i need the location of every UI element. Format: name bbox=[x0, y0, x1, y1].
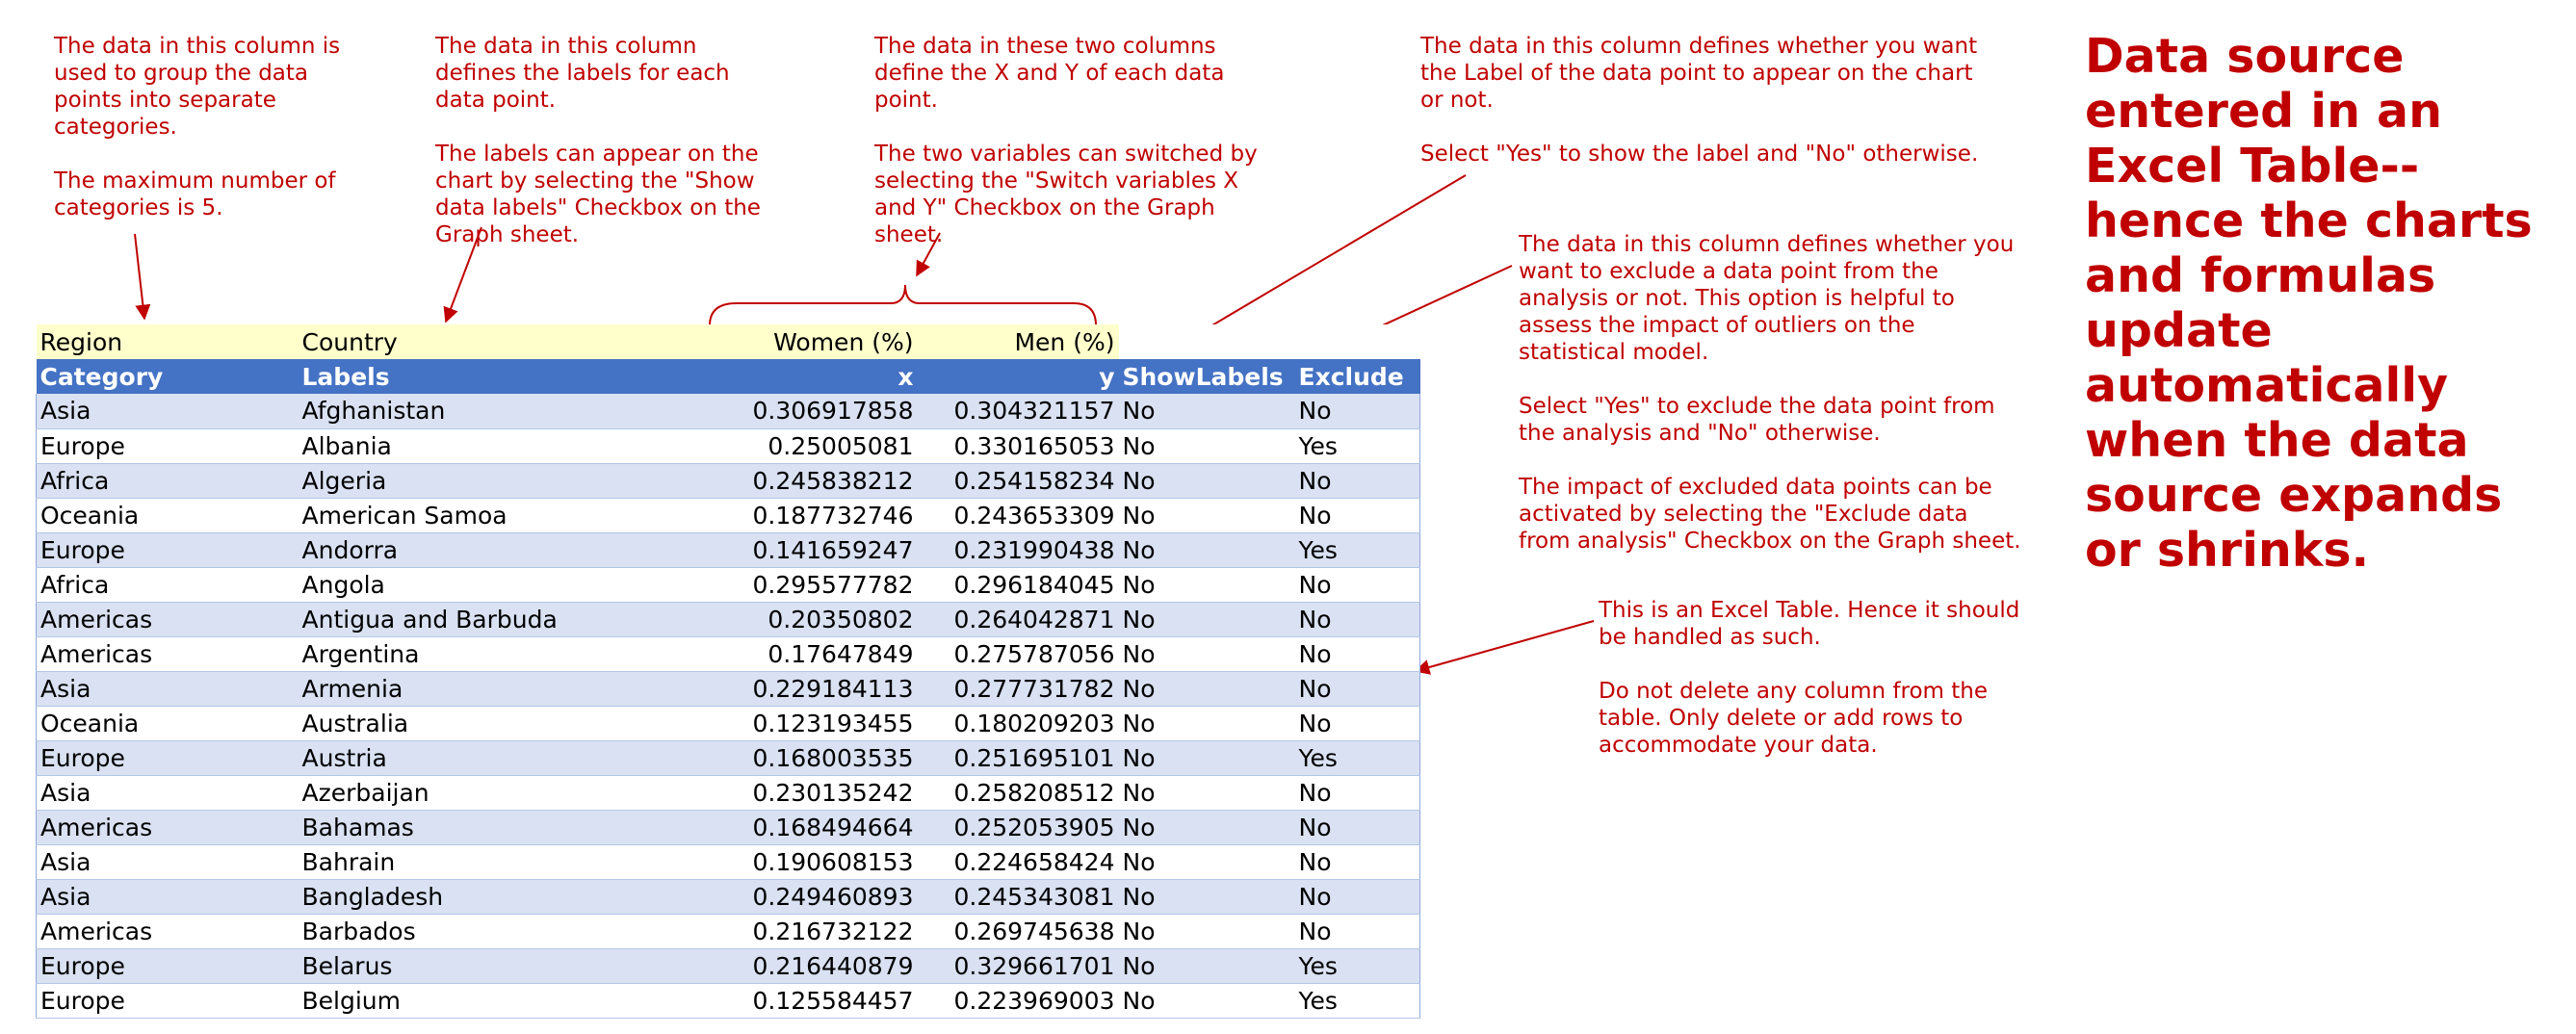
source-header-row bbox=[37, 324, 1420, 359]
cell-showlabels[interactable]: No bbox=[1119, 671, 1295, 706]
cell-x[interactable]: 0.168003535 bbox=[713, 740, 918, 775]
arrow-to-table bbox=[1416, 621, 1594, 671]
cell-x[interactable]: 0.245838212 bbox=[713, 463, 918, 498]
table-row bbox=[37, 671, 1420, 706]
cell-y[interactable]: 0.269745638 bbox=[918, 914, 1119, 948]
cell-exclude[interactable]: No bbox=[1295, 671, 1420, 706]
cell-label[interactable]: Australia bbox=[299, 706, 713, 740]
table-row bbox=[37, 636, 1420, 671]
cell-label[interactable]: Algeria bbox=[299, 463, 713, 498]
cell-exclude[interactable]: No bbox=[1295, 602, 1420, 636]
cell-showlabels[interactable]: No bbox=[1119, 567, 1295, 602]
cell-showlabels[interactable]: No bbox=[1119, 948, 1295, 983]
cell-category[interactable]: Europe bbox=[37, 948, 299, 983]
cell-category[interactable]: Americas bbox=[37, 810, 299, 844]
cell-y[interactable]: 0.329661701 bbox=[918, 948, 1119, 983]
header-blank-1[interactable] bbox=[1119, 324, 1295, 359]
cell-label[interactable]: Afghanistan bbox=[299, 394, 713, 428]
cell-exclude[interactable]: Yes bbox=[1295, 948, 1420, 983]
cell-y[interactable]: 0.231990438 bbox=[918, 532, 1119, 567]
cell-label[interactable]: Argentina bbox=[299, 636, 713, 671]
cell-y[interactable]: 0.275787056 bbox=[918, 636, 1119, 671]
table-row bbox=[37, 567, 1420, 602]
cell-x[interactable]: 0.249460893 bbox=[713, 879, 918, 914]
table-row bbox=[37, 914, 1420, 948]
cell-label[interactable]: Belgium bbox=[299, 983, 713, 1018]
cell-category[interactable]: Americas bbox=[37, 636, 299, 671]
table-row bbox=[37, 532, 1420, 567]
cell-exclude[interactable]: Yes bbox=[1295, 983, 1420, 1018]
cell-label[interactable]: Bahamas bbox=[299, 810, 713, 844]
cell-exclude[interactable]: No bbox=[1295, 567, 1420, 602]
table-row bbox=[37, 983, 1420, 1018]
cell-category[interactable]: Africa bbox=[37, 463, 299, 498]
table-row bbox=[37, 775, 1420, 810]
cell-label[interactable]: Austria bbox=[299, 740, 713, 775]
cell-y[interactable]: 0.224658424 bbox=[918, 844, 1119, 879]
cell-y[interactable]: 0.296184045 bbox=[918, 567, 1119, 602]
cell-category[interactable]: Asia bbox=[37, 775, 299, 810]
table-row bbox=[37, 706, 1420, 740]
cell-x[interactable]: 0.229184113 bbox=[713, 671, 918, 706]
cell-showlabels[interactable]: No bbox=[1119, 706, 1295, 740]
cell-showlabels[interactable]: No bbox=[1119, 879, 1295, 914]
cell-category[interactable]: Oceania bbox=[37, 706, 299, 740]
cell-exclude[interactable]: No bbox=[1295, 844, 1420, 879]
note-exclude-column: The data in this column defines whether you want to exclude a data point from the analysis or not. This option is helpful to assess the impact of outliers on the statistical model. Select "Yes" to exclude the data point from the analysis and "No" otherwise. The impact of excluded data points can be activated by selecting the "Exclude data from analysis" Checkbox on the Graph sheet. bbox=[1519, 232, 2021, 554]
cell-x[interactable]: 0.125584457 bbox=[713, 983, 918, 1018]
table-row bbox=[37, 394, 1420, 428]
cell-exclude[interactable]: Yes bbox=[1295, 740, 1420, 775]
cell-x[interactable]: 0.306917858 bbox=[713, 394, 918, 428]
cell-showlabels[interactable]: No bbox=[1119, 602, 1295, 636]
cell-label[interactable]: Angola bbox=[299, 567, 713, 602]
cell-category[interactable]: Americas bbox=[37, 602, 299, 636]
cell-x[interactable]: 0.168494664 bbox=[713, 810, 918, 844]
cell-label[interactable]: Andorra bbox=[299, 532, 713, 567]
cell-y[interactable]: 0.252053905 bbox=[918, 810, 1119, 844]
arrow-to-showlabels bbox=[1180, 175, 1466, 345]
header-men[interactable]: Men (%) bbox=[918, 324, 1119, 359]
cell-x[interactable]: 0.216440879 bbox=[713, 948, 918, 983]
arrow-to-region bbox=[135, 234, 144, 319]
table-row bbox=[37, 498, 1420, 532]
cell-y[interactable]: 0.258208512 bbox=[918, 775, 1119, 810]
cell-y[interactable]: 0.245343081 bbox=[918, 879, 1119, 914]
cell-showlabels[interactable]: No bbox=[1119, 532, 1295, 567]
cell-x[interactable]: 0.20350802 bbox=[713, 602, 918, 636]
note-category-column: The data in this column is used to group the data points into separate categories. The maximum number of categories is 5. bbox=[54, 34, 341, 220]
cell-y[interactable]: 0.330165053 bbox=[918, 428, 1119, 463]
cell-category[interactable]: Europe bbox=[37, 983, 299, 1018]
cell-x[interactable]: 0.123193455 bbox=[713, 706, 918, 740]
cell-exclude[interactable]: No bbox=[1295, 498, 1420, 532]
table-row bbox=[37, 602, 1420, 636]
cell-y[interactable]: 0.254158234 bbox=[918, 463, 1119, 498]
cell-category[interactable]: Europe bbox=[37, 428, 299, 463]
cell-x[interactable]: 0.230135242 bbox=[713, 775, 918, 810]
cell-x[interactable]: 0.17647849 bbox=[713, 636, 918, 671]
cell-x[interactable]: 0.295577782 bbox=[713, 567, 918, 602]
cell-showlabels[interactable]: No bbox=[1119, 428, 1295, 463]
table-body bbox=[37, 394, 1420, 1018]
note-showlabels-column: The data in this column defines whether you want the Label of the data point to appear on the chart or not. Select "Yes" to show the label and "No" otherwise. bbox=[1420, 34, 1979, 167]
cell-label[interactable]: Bahrain bbox=[299, 844, 713, 879]
cell-showlabels[interactable]: No bbox=[1119, 636, 1295, 671]
header-women[interactable]: Women (%) bbox=[713, 324, 918, 359]
cell-category[interactable]: Europe bbox=[37, 532, 299, 567]
header-country[interactable]: Country bbox=[299, 324, 713, 359]
cell-category[interactable]: Oceania bbox=[37, 498, 299, 532]
cell-showlabels[interactable]: No bbox=[1119, 498, 1295, 532]
cell-exclude[interactable]: Yes bbox=[1295, 428, 1420, 463]
cell-exclude[interactable]: No bbox=[1295, 914, 1420, 948]
cell-x[interactable]: 0.187732746 bbox=[713, 498, 918, 532]
cell-exclude[interactable]: No bbox=[1295, 775, 1420, 810]
note-labels-column: The data in this column defines the labels for each data point. The labels can appear on the chart by selecting the "Show data labels" Checkbox on the Graph sheet. bbox=[435, 34, 761, 247]
table-row bbox=[37, 844, 1420, 879]
cell-category[interactable]: Asia bbox=[37, 394, 299, 428]
cell-y[interactable]: 0.251695101 bbox=[918, 740, 1119, 775]
column-header-x[interactable]: x bbox=[713, 359, 918, 394]
cell-showlabels[interactable]: No bbox=[1119, 394, 1295, 428]
cell-label[interactable]: Azerbaijan bbox=[299, 775, 713, 810]
cell-category[interactable]: Asia bbox=[37, 879, 299, 914]
table-row bbox=[37, 879, 1420, 914]
cell-x[interactable]: 0.25005081 bbox=[713, 428, 918, 463]
excel-data-table bbox=[36, 324, 1420, 1019]
table-row bbox=[37, 948, 1420, 983]
cell-category[interactable]: Americas bbox=[37, 914, 299, 948]
table-row bbox=[37, 810, 1420, 844]
cell-label[interactable]: Antigua and Barbuda bbox=[299, 602, 713, 636]
cell-showlabels[interactable]: No bbox=[1119, 775, 1295, 810]
arrow-to-country bbox=[446, 227, 481, 322]
cell-exclude[interactable]: No bbox=[1295, 636, 1420, 671]
cell-exclude[interactable]: No bbox=[1295, 706, 1420, 740]
table-row bbox=[37, 740, 1420, 775]
cell-showlabels[interactable]: No bbox=[1119, 740, 1295, 775]
cell-category[interactable]: Asia bbox=[37, 671, 299, 706]
cell-exclude[interactable]: Yes bbox=[1295, 532, 1420, 567]
cell-y[interactable]: 0.304321157 bbox=[918, 394, 1119, 428]
cell-x[interactable]: 0.216732122 bbox=[713, 914, 918, 948]
cell-y[interactable]: 0.264042871 bbox=[918, 602, 1119, 636]
cell-y[interactable]: 0.243653309 bbox=[918, 498, 1119, 532]
header-blank-2[interactable] bbox=[1295, 324, 1420, 359]
cell-exclude[interactable]: No bbox=[1295, 879, 1420, 914]
table-row bbox=[37, 463, 1420, 498]
column-header-category[interactable]: Category bbox=[37, 359, 299, 394]
cell-y[interactable]: 0.223969003 bbox=[918, 983, 1119, 1018]
cell-y[interactable]: 0.180209203 bbox=[918, 706, 1119, 740]
cell-x[interactable]: 0.141659247 bbox=[713, 532, 918, 567]
cell-label[interactable]: Albania bbox=[299, 428, 713, 463]
column-header-labels[interactable]: Labels bbox=[299, 359, 713, 394]
cell-showlabels[interactable]: No bbox=[1119, 844, 1295, 879]
cell-label[interactable]: Barbados bbox=[299, 914, 713, 948]
column-header-exclude[interactable]: Exclude bbox=[1295, 359, 1420, 394]
cell-exclude[interactable]: No bbox=[1295, 463, 1420, 498]
note-excel-table: This is an Excel Table. Hence it should be handled as such. Do not delete any column from the table. Only delete or add rows to accommodate your data. bbox=[1599, 598, 2020, 758]
cell-y[interactable]: 0.277731782 bbox=[918, 671, 1119, 706]
header-region[interactable]: Region bbox=[37, 324, 299, 359]
cell-label[interactable]: Belarus bbox=[299, 948, 713, 983]
cell-showlabels[interactable]: No bbox=[1119, 914, 1295, 948]
table-column-header-row bbox=[37, 359, 1420, 394]
cell-showlabels[interactable]: No bbox=[1119, 983, 1295, 1018]
cell-exclude[interactable]: No bbox=[1295, 394, 1420, 428]
cell-category[interactable]: Africa bbox=[37, 567, 299, 602]
cell-x[interactable]: 0.190608153 bbox=[713, 844, 918, 879]
cell-label[interactable]: Armenia bbox=[299, 671, 713, 706]
column-header-y[interactable]: y bbox=[918, 359, 1119, 394]
cell-label[interactable]: American Samoa bbox=[299, 498, 713, 532]
brace-xy-columns bbox=[710, 285, 1096, 325]
column-header-showlabels[interactable]: ShowLabels bbox=[1119, 359, 1295, 394]
note-xy-columns: The data in these two columns define the X and Y of each data point. The two variables can switched by selecting the "Switch variables X and Y" Checkbox on the Graph sheet. bbox=[874, 34, 1258, 247]
cell-label[interactable]: Bangladesh bbox=[299, 879, 713, 914]
arrow-to-brace bbox=[917, 233, 940, 275]
cell-showlabels[interactable]: No bbox=[1119, 463, 1295, 498]
note-data-source-headline: Data source entered in an Excel Table--hence the charts and formulas update automatically when the data source expands or shrinks. bbox=[2085, 29, 2533, 578]
cell-category[interactable]: Asia bbox=[37, 844, 299, 879]
cell-showlabels[interactable]: No bbox=[1119, 810, 1295, 844]
cell-category[interactable]: Europe bbox=[37, 740, 299, 775]
table-row bbox=[37, 428, 1420, 463]
cell-exclude[interactable]: No bbox=[1295, 810, 1420, 844]
